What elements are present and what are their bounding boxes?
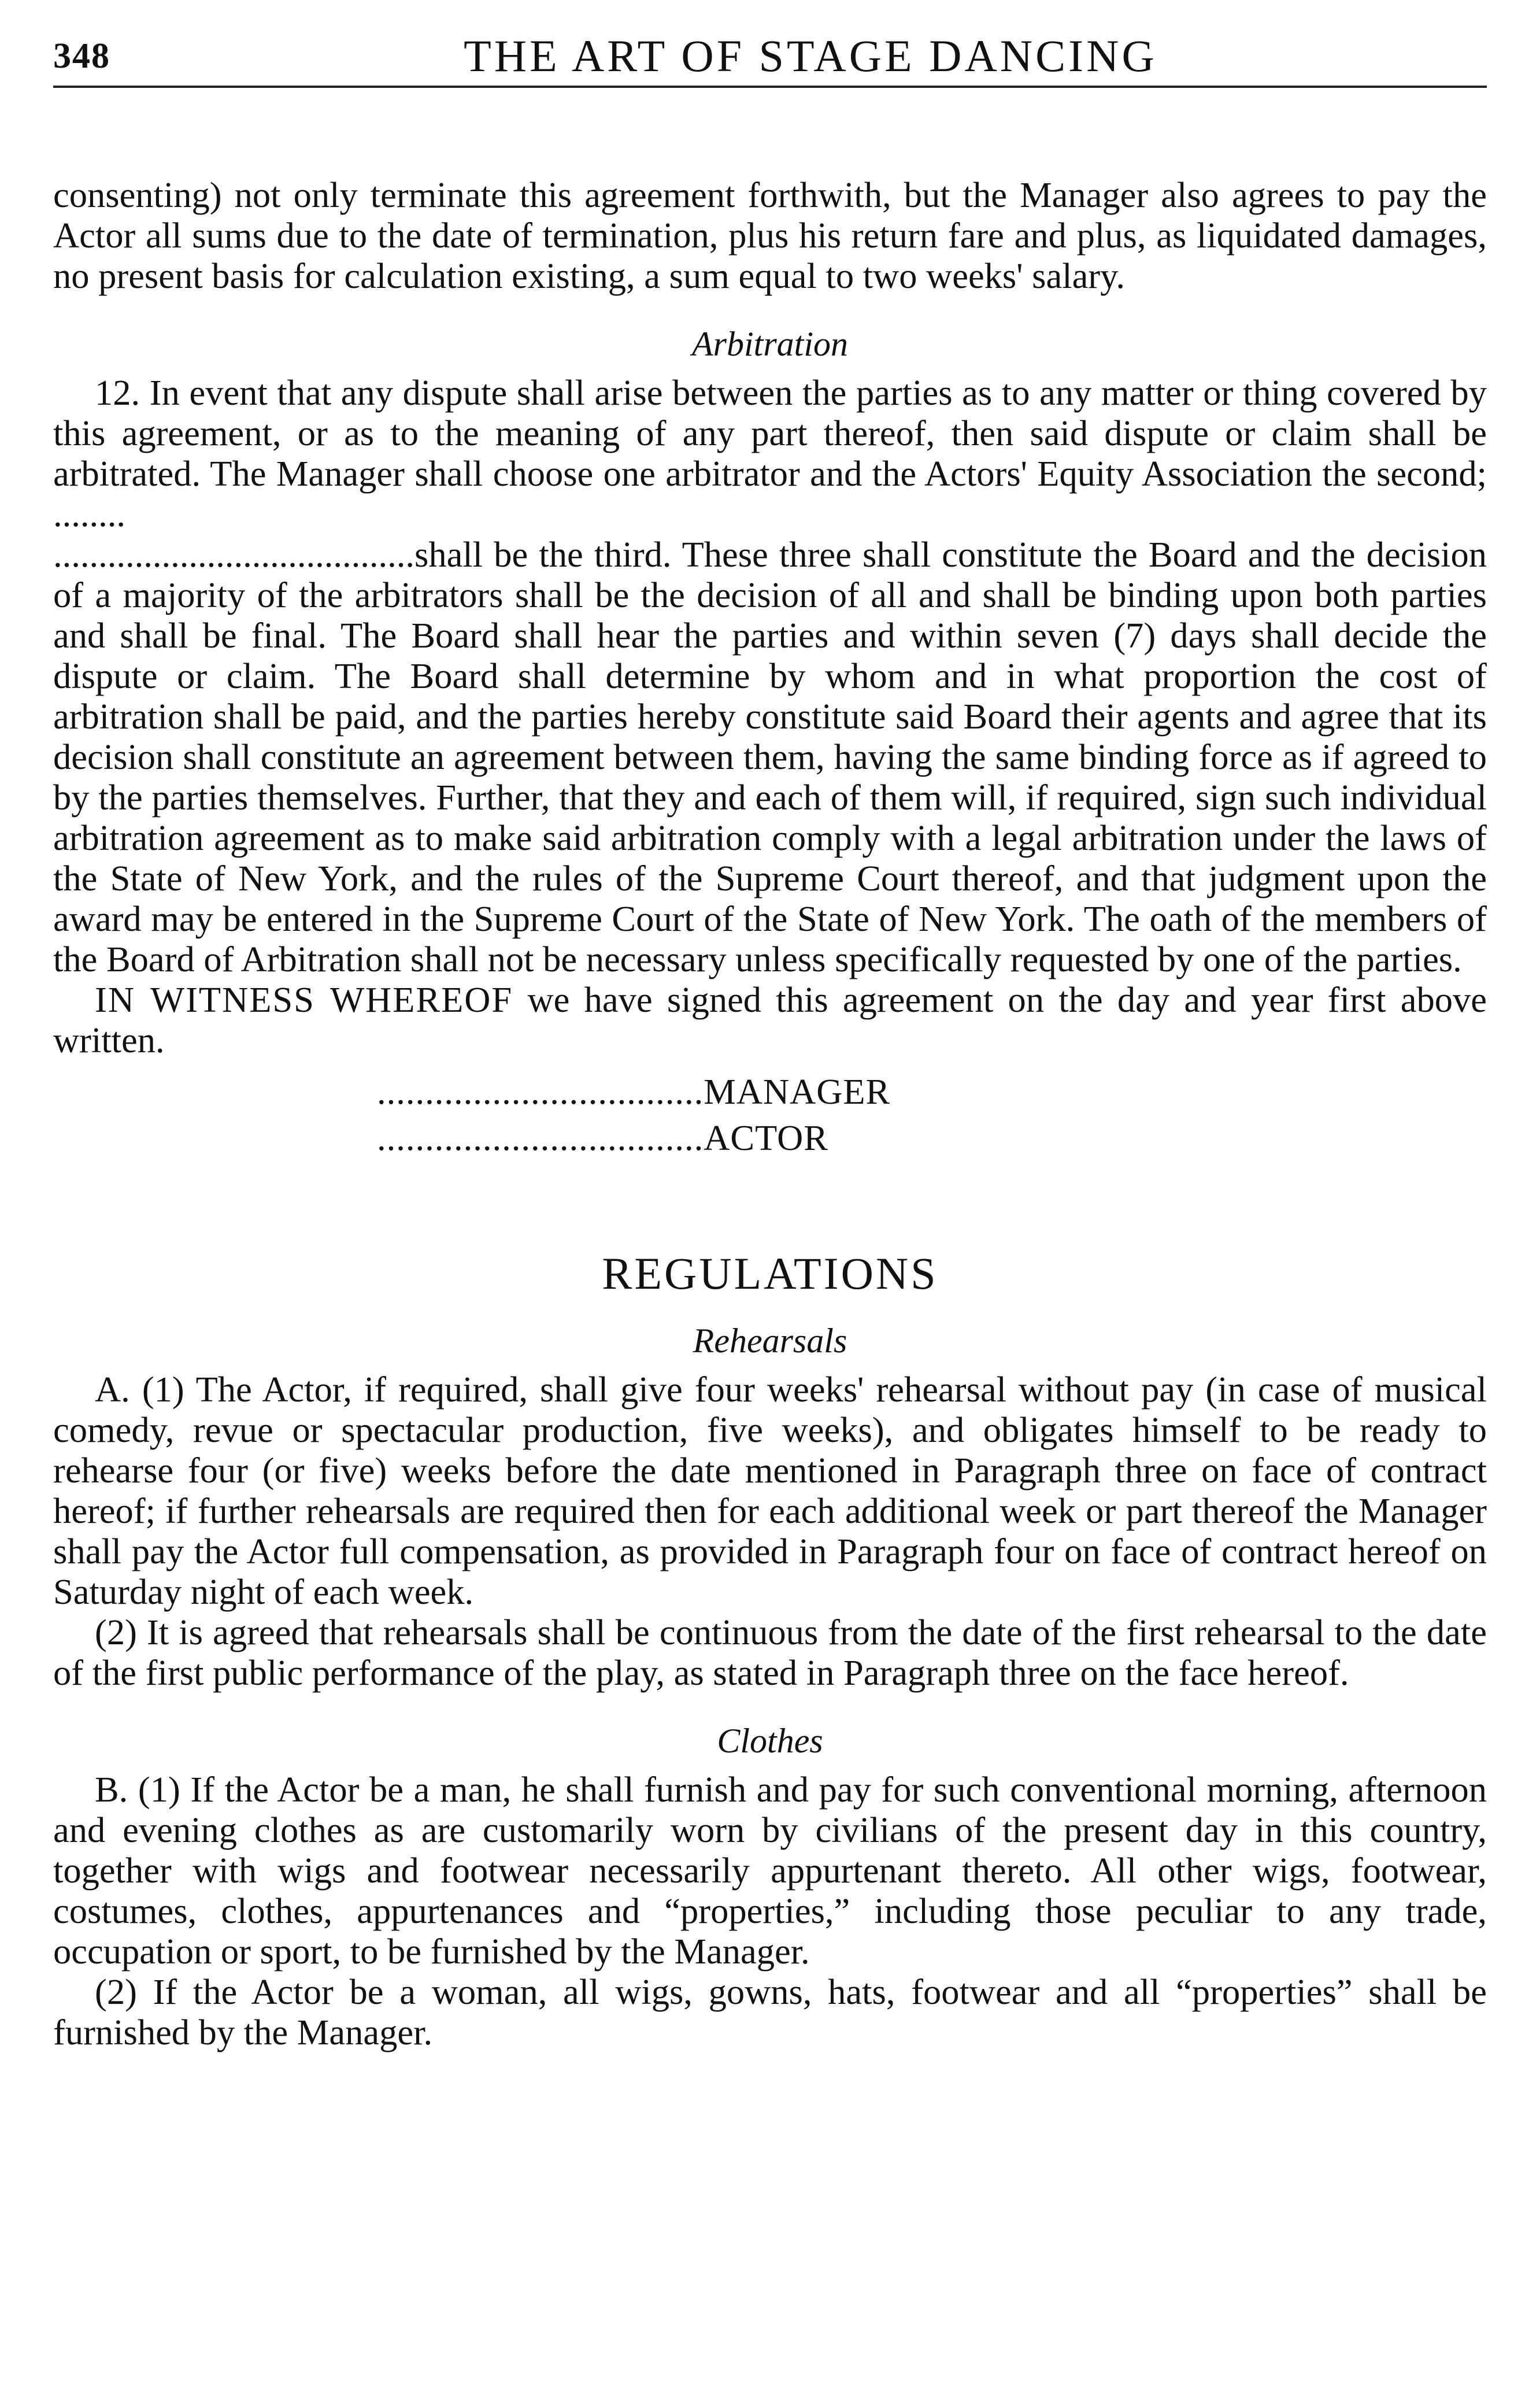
arbitration-clause: [53, 372, 1487, 979]
arbitrator-blank: ........................................shall be the third.: [53, 534, 672, 575]
book-page: [53, 23, 1487, 2359]
arbitration-heading: Arbitration: [691, 325, 849, 363]
arbitration-paragraph-rest: These three shall constitute the Board and the decision of a majority of the arbitrators shall be the decision of all and shall be binding upon both parties and shall be final. The Board shall hear the parties and within seven (7) days shall decide the dispute or claim. The Board shall determine by whom and in what proportion the cost of arbitration shall be paid, and the parties hereby constitute said Board their agents and agree that its decision shall constitute an agreement between them, having the same binding force as if agreed to by the parties themselves. Further, that they and each of them will, if required, sign such individual arbitration agreement as to make said arbitration comply with a legal arbitration under the laws of the State of New York, and the rules of the Supreme Court thereof, and that judgment upon the award may be entered in the Supreme Court of the State of New York. The oath of the members of the Board of Arbitration shall not be necessary unless specifically requested by one of the parties.: [53, 534, 1487, 979]
rehearsals-heading: Rehearsals: [693, 1322, 847, 1360]
signature-block: [377, 1068, 1487, 1161]
manager-signature-line: ..................................MANAGER: [377, 1071, 891, 1112]
arbitration-paragraph-start: 12. In event that any dispute shall arise between the parties as to any matter or thing covered by this agreement, or as to the meaning of any part thereof, then said dispute or claim shall be arbitrated. The Manager shall choose one arbitrator and the Actors' Equity Association the second; ........: [53, 372, 1487, 534]
rehearsals-paragraph-2: (2) It is agreed that rehearsals shall be continuous from the date of the first rehearsal to the date of the first public performance of the play, as stated in Paragraph three on the face hereof.: [53, 1612, 1487, 1693]
continuation-paragraph: consenting) not only terminate this agreement forthwith, but the Manager also agrees to pay the Actor all sums due to the date of termination, plus his return fare and plus, as liquidated damages, no present basis for calculation existing, a sum equal to two weeks' salary.: [53, 175, 1487, 296]
witness-text: we have signed this agreement on the day and year first above written.: [53, 979, 1487, 1060]
rehearsals-paragraph-1: A. (1) The Actor, if required, shall give four weeks' rehearsal without pay (in case of musical comedy, revue or spectacular production, five weeks), and obligates himself to be ready to rehearse four (or five) weeks before the date mentioned in Paragraph three on face of contract hereof; if further rehearsals are required then for each additional week or part thereof the Manager shall pay the Actor full compensation, as provided in Paragraph four on face of contract hereof on Saturday night of each week.: [53, 1369, 1487, 1612]
witness-paragraph: [53, 979, 1487, 1060]
clothes-paragraph-1: B. (1) If the Actor be a man, he shall furnish and pay for such conventional morning, afternoon and evening clothes as are customarily worn by civilians of the present day in this country, together with wigs and footwear necessarily appurtenant thereto. All other wigs, footwear, costumes, clothes, appurtenances and “properties,” including those peculiar to any trade, occupation or sport, to be furnished by the Manager.: [53, 1769, 1487, 1972]
arbitration-blank-line: [53, 534, 1487, 979]
clothes-heading: Clothes: [717, 1722, 823, 1760]
running-title: THE ART OF STAGE DANCING: [464, 31, 1157, 81]
actor-signature-line: ..................................ACTOR: [377, 1118, 828, 1158]
clothes-paragraph-2: (2) If the Actor be a woman, all wigs, gowns, hats, footwear and all “properties” shall be furnished by the Manager.: [53, 1972, 1487, 2052]
page-number: 348: [53, 36, 110, 76]
regulations-heading: REGULATIONS: [602, 1248, 938, 1299]
witness-opening: IN WITNESS WHEREOF: [95, 979, 513, 1020]
page-header: [53, 23, 1487, 88]
